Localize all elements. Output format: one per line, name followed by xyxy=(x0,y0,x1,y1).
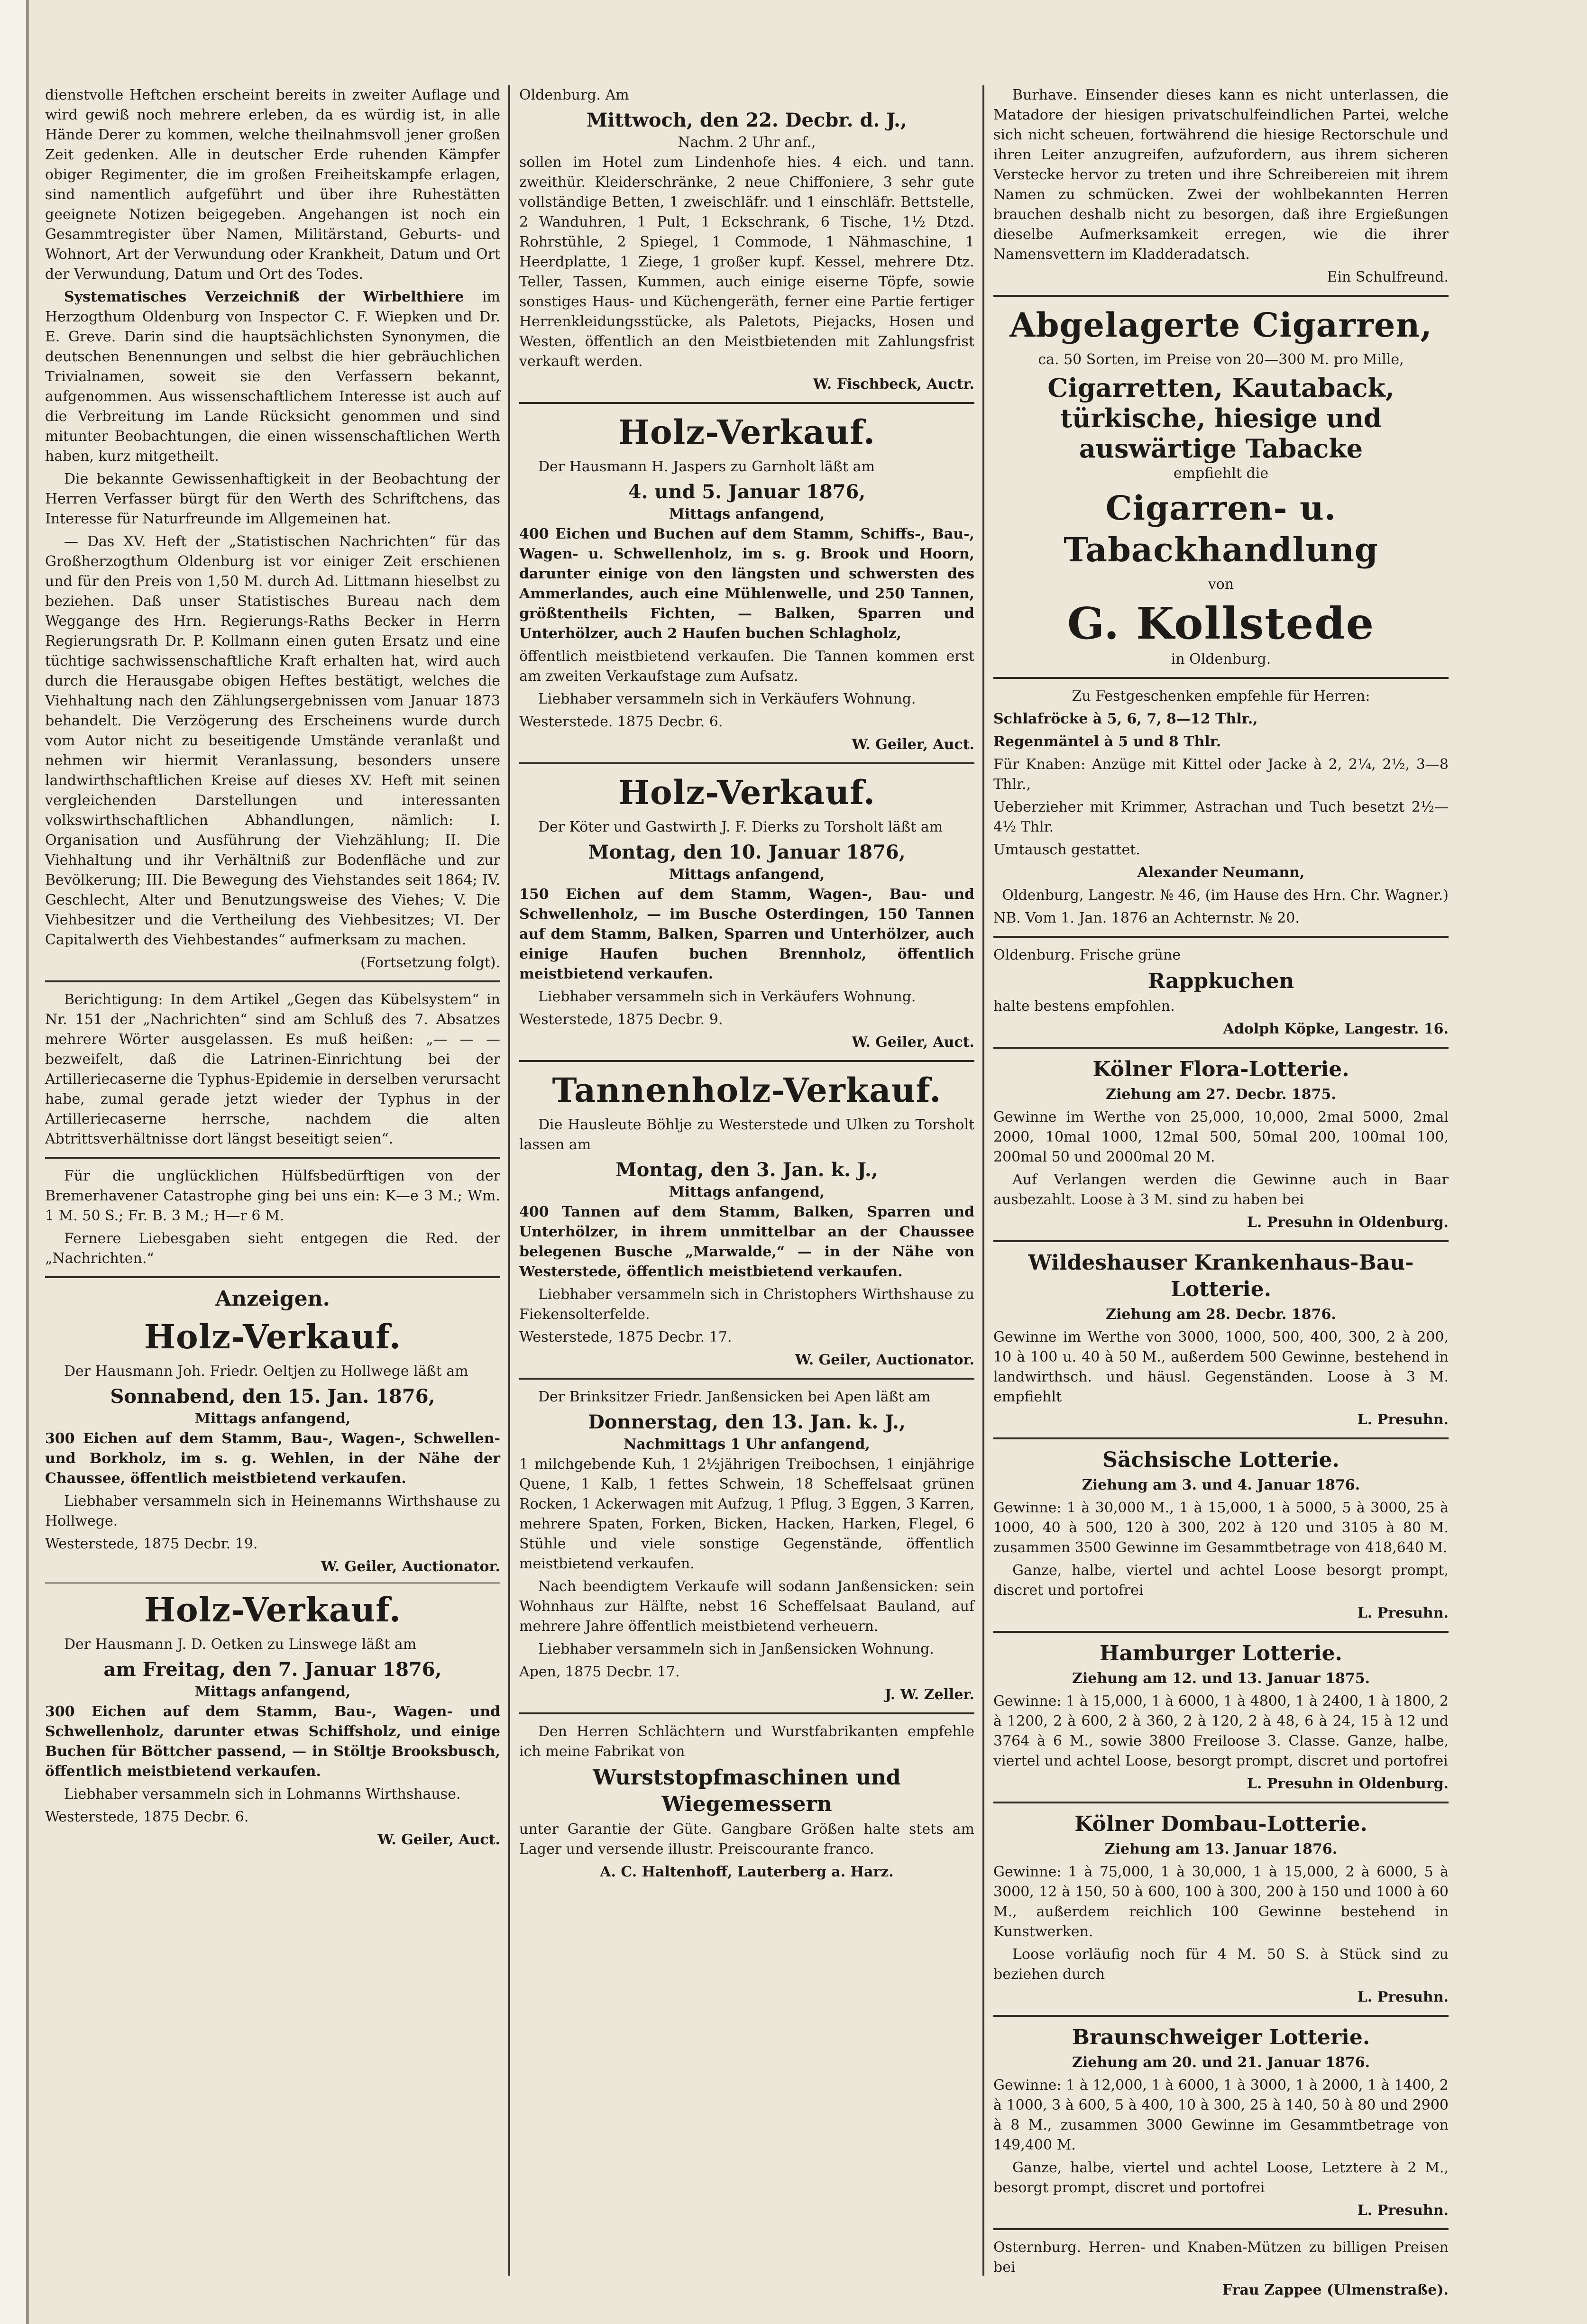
ad3-date: 4. und 5. Januar 1876, xyxy=(628,481,866,503)
ad6-place: Apen, 1875 Decbr. 17. xyxy=(519,1664,680,1680)
divider xyxy=(993,936,1449,938)
ad6-date: Donnerstag, den 13. Jan. k. J., xyxy=(588,1411,906,1433)
wildeshausen-date: Ziehung am 28. Decbr. 1876. xyxy=(1106,1306,1336,1323)
divider xyxy=(993,1802,1449,1803)
saxony-more: Ganze, halbe, viertel und achtel Loose besorgt prompt, discret und portofrei xyxy=(993,1562,1449,1599)
rappkuchen-title: Rappkuchen xyxy=(1147,969,1294,993)
ad1-items: 300 Eichen auf dem Stamm, Bau-, Wagen-, Schwellen- und Borkholz, im s. g. Wehlen, in der Nähe der Chaussee, öffentlich meistbietend verkaufen. xyxy=(45,1430,500,1487)
neumann-line-3: Für Knaben: Anzüge mit Kittel oder Jacke à 2, 2¼, 2½, 3—8 Thlr., xyxy=(993,756,1449,793)
rappkuchen-signature: Adolph Köpke, Langestr. 16. xyxy=(1223,1021,1449,1037)
divider xyxy=(45,1276,500,1278)
ad2-place: Westerstede, 1875 Decbr. 6. xyxy=(45,1809,249,1825)
ad4-sub: Mittags anfangend, xyxy=(669,866,825,883)
cigar-sub: ca. 50 Sorten, im Preise von 20—300 M. pro Mille, xyxy=(1038,351,1404,368)
brunswick-date: Ziehung am 20. und 21. Januar 1876. xyxy=(1072,2054,1370,2071)
flora-more: Auf Verlangen werden die Gewinne auch in Baar ausbezahlt. Loose à 3 M. sind zu haben bei xyxy=(993,1171,1449,1208)
ad6-signature: J. W. Zeller. xyxy=(884,1686,974,1703)
neumann-signature: Alexander Neumann, xyxy=(1137,864,1305,881)
ad7-signature: A. C. Haltenhoff, Lauterberg a. Harz. xyxy=(600,1864,894,1880)
divider xyxy=(993,1047,1449,1049)
cigar-von: von xyxy=(1208,576,1234,593)
ad4-meet: Liebhaber versammeln sich in Verkäufers Wohnung. xyxy=(538,988,916,1005)
ad5-date: Montag, den 3. Jan. k. J., xyxy=(615,1159,878,1181)
systematik-title: Systematisches Verzeichniß der Wirbelthiere xyxy=(64,289,464,305)
cigar-shop: Cigarren- u. Tabackhandlung xyxy=(1064,488,1378,569)
divider xyxy=(519,762,974,764)
divider xyxy=(519,1378,974,1380)
neumann-nb: NB. Vom 1. Jan. 1876 an Achternstr. № 20. xyxy=(993,910,1300,926)
divider xyxy=(519,1060,974,1062)
osternburg-signature: Frau Zappee (Ulmenstraße). xyxy=(1222,2282,1449,2298)
ad4-place: Westerstede, 1875 Decbr. 9. xyxy=(519,1011,723,1028)
divider xyxy=(993,1240,1449,1242)
divider xyxy=(45,1157,500,1159)
ad5-sub: Mittags anfangend, xyxy=(669,1184,825,1200)
dombau-date: Ziehung am 13. Januar 1876. xyxy=(1104,1841,1338,1857)
brunswick-more: Ganze, halbe, viertel und achtel Loose, Letztere à 2 M., besorgt prompt, discret und portofrei xyxy=(993,2159,1449,2196)
ad1-sub: Mittags anfangend, xyxy=(194,1410,351,1427)
ad5-items: 400 Tannen auf dem Stamm, Balken, Sparren und Unterhölzer, in ihrem unmittelbar an der Chaussee belegenen Busche „Marwalde,“ — in der Nähe von Westerstede, öffentlich meistbietend verkaufen. xyxy=(519,1204,974,1280)
ad1-place: Westerstede, 1875 Decbr. 19. xyxy=(45,1536,258,1552)
brunswick-text: Gewinne: 1 à 12,000, 1 à 6000, 1 à 3000, 1 à 2000, 1 à 1400, 2 à 1000, 3 à 600, 5 à 400, 10 à 300, 25 à 140, 50 à 80 und 2900 à 8 M., zusammen 3000 Gewinne im Gesammtbetrage von 149,400 M. xyxy=(993,2077,1449,2153)
dombau-more: Loose vorläufig noch für 4 M. 50 S. à Stück sind zu beziehen durch xyxy=(993,1946,1449,1983)
cigar-title: Abgelagerte Cigarren, xyxy=(1009,305,1432,345)
hamburg-title: Hamburger Lotterie. xyxy=(1100,1641,1342,1665)
heft-xv-paragraph: — Das XV. Heft der „Statistischen Nachrichten“ für das Großherzogthum Oldenburg ist vor einiger Zeit erschienen und für den Preis von 1,50 M. durch Ad. Littmann hieselbst zu beziehen. Daß unser Statistisches Bureau nach dem Weggange des Hrn. Regierungs-Raths Becker in Herrn Regierungsrath Dr. P. Kollmann einen guten Ersatz und eine tüchtige sachwissenschaftliche Kraft erhalten hat, wird auch durch die Herausgabe obigen Heftes bestätigt, welches die Viehhaltung nach den Zählungsergebnissen vom Januar 1873 behandelt. Die Verzögerung des Erscheinens wurde durch vom Autor nicht zu beseitigende Umstände veranlaßt und nehmen wir hiermit Veranlassung, besonders unsere landwirthschaftlichen Kreise auf dieses XV. Heft mit seinen vergleichenden Darstellungen und interessanten volkswirthschaftlichen Abhandlungen, nämlich: I. Organisation und Ausführung der Viehzählung; II. Die Viehhaltung und ihr Verhältniß zur Bodenfläche und zur Bevölkerung; III. Die Bewegung des Viehstandes seit 1864; IV. Geschlecht, Alter und Benutzungsweise des Viehes; V. Die Viehbesitzer und die Vertheilung des Viehbesitzes; VI. Der Capitalwerth des Viehbestandes“ aufmerksam zu machen. xyxy=(45,533,500,948)
ad2-text: Der Hausmann J. D. Oetken zu Linswege läßt am xyxy=(64,1636,417,1653)
flora-signature: L. Presuhn in Oldenburg. xyxy=(1247,1214,1449,1231)
ad4-signature: W. Geiler, Auct. xyxy=(852,1034,974,1051)
fortsetzung: (Fortsetzung folgt). xyxy=(360,954,500,971)
ad6-more: Nach beendigtem Verkaufe will sodann Janßensicken: sein Wohnhaus zur Hälfte, nebst 16 Scheffelsaat Bauland, auf mehrere Jahre öffentlich meistbietend verheuern. xyxy=(519,1578,974,1635)
dombau-signature: L. Presuhn. xyxy=(1357,1989,1449,2005)
osternburg-text: Osternburg. Herren- und Knaben-Mützen zu billigen Preisen bei xyxy=(993,2239,1449,2276)
ad6-sub: Nachmittags 1 Uhr anfangend, xyxy=(624,1436,870,1453)
wildeshausen-title: Wildeshauser Krankenhaus-Bau-Lotterie. xyxy=(1028,1251,1414,1301)
systematik-text: im Herzogthum Oldenburg von Inspector C. F. Wiepken und Dr. E. Greve. Darin sind die hauptsächlichsten Synonymen, die deutschen Benennungen und selbst die hier gebräuchlichen Trivialnamen, soweit sie den Verfassern bekannt, aufgenommen. Aus wissenschaftlichem Interesse ist auch auf die Verbreitung im Lande Rücksicht genommen und sind mitunter Beobachtungen, die einen wissenschaftlichen Werth haben, kurz mitgetheilt. xyxy=(45,289,500,465)
ad3-title: Holz-Verkauf. xyxy=(618,412,876,452)
ad5-meet: Liebhaber versammeln sich in Christophers Wirthshause zu Fiekensolterfelde. xyxy=(519,1286,974,1323)
ad4-text: Der Köter und Gastwirth J. F. Dierks zu Torsholt läßt am xyxy=(538,819,943,835)
ad6-items: 1 milchgebende Kuh, 1 2½jährigen Treibochsen, 1 einjährige Quene, 1 Kalb, 1 fettes Schwein, 18 Scheffelsaat grünen Rocken, 1 Ackerwagen mit Aufzug, 1 Pflug, 3 Eggen, 3 Karren, mehrere Spaten, Forken, Bicken, Hacken, Harken, Flegel, 6 Stühle und viele sonstige Gegenstände, öffentlich meistbietend verkaufen. xyxy=(519,1456,974,1572)
flora-date: Ziehung am 27. Decbr. 1875. xyxy=(1106,1086,1336,1103)
saxony-date: Ziehung am 3. und 4. Januar 1876. xyxy=(1082,1477,1360,1493)
auction-text: sollen im Hotel zum Lindenhofe hies. 4 eich. und tann. zweithür. Kleiderschränke, 2 neue Chiffoniere, 3 sehr gute vollständige Betten, 1 zweischläfr. und 1 einschläfr. Bettstelle, 2 Wanduhren, 1 Pult, 1 Eckschrank, 6 Tische, 1½ Dtzd. Rohrstühle, 2 Spiegel, 1 Commode, 1 Nähmaschine, 1 Heerdplatte, 1 Ziege, 1 großer kupf. Kessel, mehrere Dtz. Teller, Tassen, Kummen, auch einige eiserne Töpfe, sowie sonstiges Haus- und Küchengeräth, ferner eine Partie fertiger Herrenkleidungsstücke, als Paletots, Piejacks, Hosen und Westen, öffentlich an den Meistbietenden mit Zahlungsfrist verkauft werden. xyxy=(519,154,974,370)
divider xyxy=(993,2228,1449,2230)
rappkuchen-head: Oldenburg. Frische grüne xyxy=(993,947,1181,963)
ad1-date: Sonnabend, den 15. Jan. 1876, xyxy=(110,1385,435,1408)
divider xyxy=(519,402,974,404)
dombau-text: Gewinne: 1 à 75,000, 1 à 30,000, 1 à 15,000, 2 à 6000, 5 à 3000, 12 à 150, 50 à 600, 100 à 300, 200 à 150 und 1000 à 60 M., außerdem reichlich 100 Gewinne bestehend in Kunstwerken. xyxy=(993,1864,1449,1940)
ad5-place: Westerstede, 1875 Decbr. 17. xyxy=(519,1329,732,1345)
brunswick-title: Braunschweiger Lotterie. xyxy=(1072,2025,1370,2050)
divider xyxy=(45,980,500,982)
column-2 xyxy=(519,85,974,1885)
cigar-line-1: Cigarretten, Kautaback, xyxy=(1047,373,1394,403)
ad6-text: Der Brinksitzer Friedr. Janßensicken bei Apen läßt am xyxy=(538,1389,931,1405)
neumann-line-5: Umtausch gestattet. xyxy=(993,842,1140,858)
neumann-line-2: Regenmäntel à 5 und 8 Thlr. xyxy=(993,733,1221,750)
ad7-text: Den Herren Schlächtern und Wurstfabrikanten empfehle ich meine Fabrikat von xyxy=(519,1723,974,1760)
ad1-meet: Liebhaber versammeln sich in Heinemanns Wirthshause zu Hollwege. xyxy=(45,1493,500,1529)
ad1-signature: W. Geiler, Auctionator. xyxy=(321,1558,500,1575)
ad7-title: Wurststopfmaschinen und Wiegemessern xyxy=(593,1766,901,1816)
auction-date: Mittwoch, den 22. Decbr. d. J., xyxy=(587,109,907,131)
hamburg-text: Gewinne: 1 à 15,000, 1 à 6000, 1 à 4800, 1 à 2400, 1 à 1800, 2 à 1200, 2 à 600, 2 à 360, 2 à 120, 2 à 48, 6 à 24, 15 à 12 und 3764 à 6 M., sowie 3800 Freiloose 3. Classe. Ganze, halbe, viertel und achtel Loose, besorgt prompt, discret und portofrei xyxy=(993,1693,1449,1769)
neumann-line-4: Ueberzieher mit Krimmer, Astrachan und Tuch besetzt 2½—4½ Thlr. xyxy=(993,799,1449,835)
liebesgaben-paragraph: Fernere Liebesgaben sieht entgegen die Red. der „Nachrichten.“ xyxy=(45,1230,500,1267)
cigar-city: in Oldenburg. xyxy=(1171,651,1271,668)
brunswick-signature: L. Presuhn. xyxy=(1357,2202,1449,2219)
page-gutter xyxy=(0,0,29,2324)
ad2-meet: Liebhaber versammeln sich in Lohmanns Wirthshause. xyxy=(64,1786,461,1802)
ad3-tail: öffentlich meistbietend verkaufen. Die Tannen kommen erst am zweiten Verkaufstage zum Aufsatz. xyxy=(519,648,974,685)
neumann-line-1: Schlafröcke à 5, 6, 7, 8—12 Thlr., xyxy=(993,711,1258,727)
auction-time: Nachm. 2 Uhr anf., xyxy=(678,134,816,151)
ad3-items: 400 Eichen und Buchen auf dem Stamm, Schiffs-, Bau-, Wagen- u. Schwellenholz, im s. g. Brook und Hoorn, darunter einige von den längsten und schwersten des Ammerlandes, auch eine Mühlenwelle, und 250 Tannen, größtentheils Fichten, — Balken, Sparren und Unterhölzer, auch 2 Haufen buchen Schlagholz, xyxy=(519,526,974,642)
divider xyxy=(993,1437,1449,1439)
divider xyxy=(519,1712,974,1714)
systematik-paragraph xyxy=(45,287,500,467)
ad7-body: unter Garantie der Güte. Gangbare Größen halte stets am Lager und versende illustr. Preiscourante franco. xyxy=(519,1821,974,1857)
neumann-intro: Zu Festgeschenken empfehle für Herren: xyxy=(1072,688,1370,705)
ad5-signature: W. Geiler, Auctionator. xyxy=(795,1352,974,1368)
column-1 xyxy=(45,85,500,1853)
divider xyxy=(993,1631,1449,1633)
ad3-signature: W. Geiler, Auct. xyxy=(852,736,974,753)
ad2-title: Holz-Verkauf. xyxy=(144,1590,402,1629)
ad2-date: am Freitag, den 7. Januar 1876, xyxy=(103,1658,442,1681)
neumann-address: Oldenburg, Langestr. № 46, (im Hause des Hrn. Chr. Wagner.) xyxy=(1002,887,1449,904)
auction-head: Oldenburg. Am xyxy=(519,87,629,103)
divider xyxy=(993,677,1449,679)
burhave-signature: Ein Schulfreund. xyxy=(1327,269,1449,285)
column-rule-2 xyxy=(982,85,984,2276)
ad2-sub: Mittags anfangend, xyxy=(194,1684,351,1700)
flora-text: Gewinne im Werthe von 25,000, 10,000, 2mal 5000, 2mal 2000, 10mal 1000, 12mal 500, 50mal 200, 100mal 100, 200mal 50 und 2000mal 20 M. xyxy=(993,1109,1449,1165)
ad3-text: Der Hausmann H. Jaspers zu Garnholt läßt am xyxy=(538,458,875,475)
ad3-meet: Liebhaber versammeln sich in Verkäufers Wohnung. xyxy=(538,691,916,707)
flora-title: Kölner Flora-Lotterie. xyxy=(1092,1057,1349,1081)
huelfe-paragraph: Für die unglücklichen Hülfsbedürftigen von der Bremerhavener Catastrophe ging bei uns ein: K—e 3 M.; Wm. 1 M. 50 S.; Fr. B. 3 M.; H—r 6 M. xyxy=(45,1168,500,1224)
column-rule-1 xyxy=(508,85,510,2276)
saxony-title: Sächsische Lotterie. xyxy=(1102,1448,1339,1472)
cigar-line-3: auswärtige Tabacke xyxy=(1079,433,1363,464)
wildeshausen-signature: L. Presuhn. xyxy=(1357,1411,1449,1428)
saxony-signature: L. Presuhn. xyxy=(1357,1605,1449,1621)
hamburg-signature: L. Presuhn in Oldenburg. xyxy=(1247,1775,1449,1792)
gewissenhaft-paragraph: Die bekannte Gewissenhaftigkeit in der Beobachtung der Herren Verfasser bürgt für den Werth des Schriftchens, das Interesse für Naturfreunde im Allgemeinen hat. xyxy=(45,471,500,527)
cigar-line-2: türkische, hiesige und xyxy=(1060,403,1382,433)
ad4-title: Holz-Verkauf. xyxy=(618,773,876,812)
ad5-text: Die Hausleute Böhlje zu Westerstede und Ulken zu Torsholt lassen am xyxy=(519,1116,974,1153)
ad4-items: 150 Eichen auf dem Stamm, Wagen-, Bau- und Schwellenholz, — im Busche Osterdingen, 150 Tannen auf dem Stamm, Balken, Sparren und Unterhölzer, auch einige Haufen buchen Brennholz, öffentlich meistbietend verkaufen. xyxy=(519,886,974,982)
ad1-text: Der Hausmann Joh. Friedr. Oeltjen zu Hollwege läßt am xyxy=(64,1363,468,1380)
dombau-title: Kölner Dombau-Lotterie. xyxy=(1074,1812,1367,1836)
ad3-sub: Mittags anfangend, xyxy=(669,506,825,522)
burhave-paragraph: Burhave. Einsender dieses kann es nicht unterlassen, die Matadore der hiesigen privatschulfeindlichen Partei, welche sich nicht scheuen, fortwährend die hiesige Rectorschule und ihren Leiter anzugreifen, aufzufordern, aus ihrem sicheren Verstecke hervor zu treten und ihre Schreibereien mit ihrem Namen zu schmücken. Zwei der wohlbekannten Herren brauchen deshalb nicht zu besorgen, daß ihre Ergießungen dieselbe Aufmerksamkeit erregen, wie die ihrer Namensvettern im Kladderadatsch. xyxy=(993,87,1449,263)
berichtigung-paragraph: Berichtigung: In dem Artikel „Gegen das Kübelsystem“ in Nr. 151 der „Nachrichten“ sind am Schluß des 7. Absatzes mehrere Wörter ausgelassen. Es muß heißen: „— — — bezweifelt, daß die Latrinen-Einrichtung bei der Artilleriecaserne die Typhus-Epidemie in derselben verursacht habe, zumal gerade jetzt wieder der Typhus in der Artilleriecaserne herrsche, nachdem die alten Abtrittsverhältnisse dort längst beseitigt seien“. xyxy=(45,991,500,1147)
ad2-items: 300 Eichen auf dem Stamm, Bau-, Wagen- und Schwellenholz, darunter etwas Schiffsholz, und einige Buchen für Böttcher passend, — in Stöltje Brooksbusch, öffentlich meistbietend verkaufen. xyxy=(45,1703,500,1780)
ad5-title: Tannenholz-Verkauf. xyxy=(552,1071,942,1110)
ad1-title: Holz-Verkauf. xyxy=(144,1317,402,1356)
anzeigen-heading: Anzeigen. xyxy=(215,1287,330,1311)
ad2-signature: W. Geiler, Auct. xyxy=(377,1831,500,1848)
wildeshausen-text: Gewinne im Werthe von 3000, 1000, 500, 400, 300, 2 à 200, 10 à 100 u. 40 à 50 M., außerdem 500 Gewinne, bestehend in landwirthsch. und häusl. Gegenständen. Loose à 3 M. empfiehlt xyxy=(993,1329,1449,1405)
ad4-date: Montag, den 10. Januar 1876, xyxy=(588,841,906,863)
cigar-merchant: G. Kollstede xyxy=(1067,598,1375,649)
ad3-place: Westerstede. 1875 Decbr. 6. xyxy=(519,714,723,730)
cigar-empfiehlt: empfiehlt die xyxy=(1173,465,1269,482)
divider xyxy=(993,295,1449,297)
divider xyxy=(993,2015,1449,2017)
column-3 xyxy=(993,85,1449,2303)
intro-paragraph: dienstvolle Heftchen erscheint bereits in zweiter Auflage und wird gewiß noch mehrere erleben, da es würdig ist, in alle Hände Derer zu kommen, welche theilnahmsvoll jener großen Zeit gedenken. Alle in deutscher Erde ruhenden Kämpfer obiger Regimenter, die im großen Freiheitskampfe erlagen, sind namentlich aufgeführt und über ihre Ruhestätten geeignete Notizen beigegeben. Angehangen ist noch ein Gesammtregister über Namen, Militärstand, Geburts- und Wohnort, Art der Verwundung oder Krankheit, Datum und Ort der Verwundung, Datum und Ort des Todes. xyxy=(45,87,500,283)
hamburg-date: Ziehung am 12. und 13. Januar 1875. xyxy=(1072,1670,1370,1687)
auction-signature: W. Fischbeck, Auctr. xyxy=(813,376,974,393)
rappkuchen-text: halte bestens empfohlen. xyxy=(993,998,1175,1015)
saxony-text: Gewinne: 1 à 30,000 M., 1 à 15,000, 1 à 5000, 5 à 3000, 25 à 1000, 40 à 500, 120 à 300, 202 à 120 und 3105 à 80 M. zusammen 3500 Gewinne im Gesammtbetrage von 418,640 M. xyxy=(993,1500,1449,1556)
ad6-meet: Liebhaber versammeln sich in Janßensicken Wohnung. xyxy=(538,1641,934,1657)
